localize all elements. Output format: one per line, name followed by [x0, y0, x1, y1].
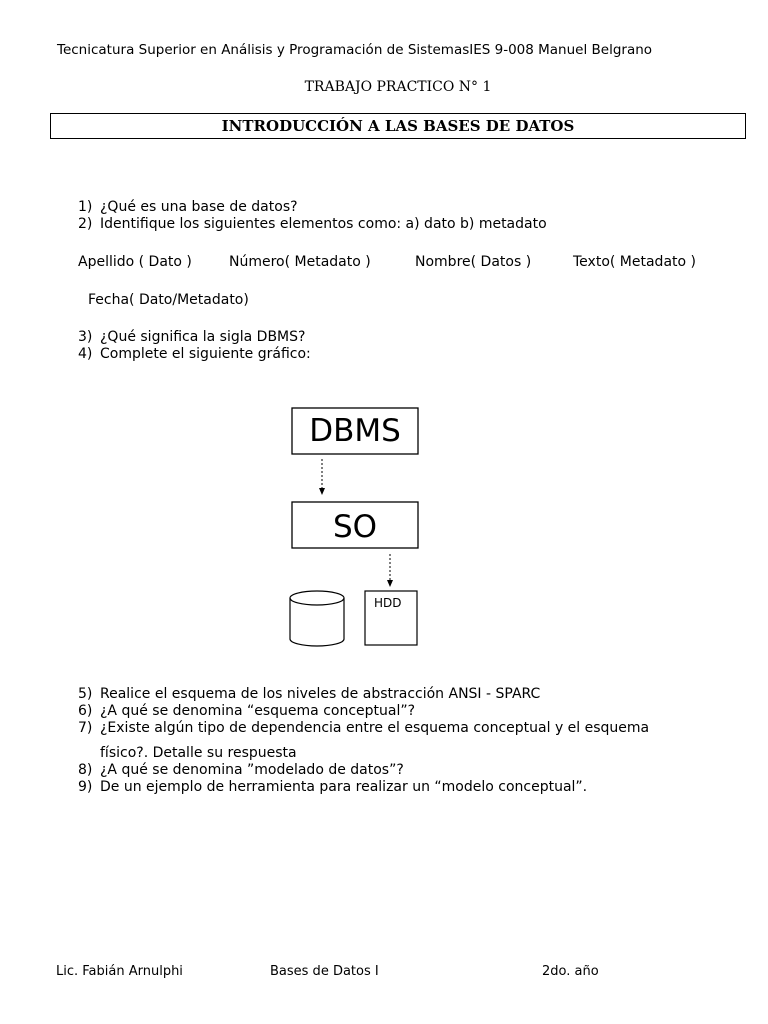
question-number: 4) [78, 346, 93, 362]
question-number: 9) [78, 779, 93, 795]
question-text: ¿Existe algún tipo de dependencia entre el esquema conceptual y el esquema [100, 720, 650, 736]
question-text: físico?. Detalle su respuesta [100, 745, 297, 761]
arrow-head-icon [387, 580, 393, 587]
question-text: Complete el siguiente gráfico: [100, 346, 311, 362]
question-7-continuation [78, 745, 297, 762]
element-texto: Texto( Metadato ) [573, 254, 696, 270]
hdd-label: HDD [374, 596, 402, 610]
dbms-label: DBMS [309, 413, 401, 449]
question-6 [78, 703, 415, 720]
question-number: 5) [78, 686, 93, 702]
question-number: 1) [78, 199, 93, 215]
so-label: SO [332, 509, 378, 545]
question-number: 7) [78, 720, 93, 736]
footer-course: Bases de Datos I [270, 964, 379, 979]
footer-year: 2do. año [542, 964, 599, 979]
question-text: De un ejemplo de herramienta para realizar un “modelo conceptual”. [100, 779, 588, 795]
question-5 [78, 686, 540, 703]
question-text: ¿A qué se denomina ”modelado de datos”? [100, 762, 404, 778]
question-8 [78, 762, 404, 779]
database-cylinder-icon [290, 591, 344, 646]
question-number: 6) [78, 703, 93, 719]
element-apellido: Apellido ( Dato ) [78, 254, 192, 270]
question-text: Realice el esquema de los niveles de abstracción ANSI - SPARC [100, 686, 541, 702]
question-7 [78, 720, 649, 737]
element-numero: Número( Metadato ) [229, 254, 371, 270]
question-text: Identifique los siguientes elementos como: a) dato b) metadato [100, 216, 547, 232]
question-text: ¿Qué significa la sigla DBMS? [100, 329, 306, 345]
main-title: INTRODUCCIÓN A LAS BASES DE DATOS [221, 117, 575, 135]
element-fecha: Fecha( Dato/Metadato) [88, 292, 249, 308]
question-text: ¿A qué se denomina “esquema conceptual”? [100, 703, 416, 719]
element-nombre: Nombre( Datos ) [415, 254, 532, 270]
question-text: ¿Qué es una base de datos? [100, 199, 298, 215]
question-number: 8) [78, 762, 93, 778]
institution-header: Tecnicatura Superior en Análisis y Programación de SistemasIES 9-008 Manuel Belgrano [57, 42, 653, 58]
question-number: 2) [78, 216, 93, 232]
question-number: 3) [78, 329, 93, 345]
assignment-title: TRABAJO PRACTICO N° 1 [304, 79, 492, 95]
question-9 [78, 779, 587, 796]
arrow-head-icon [319, 488, 325, 495]
footer-author: Lic. Fabián Arnulphi [56, 964, 183, 979]
